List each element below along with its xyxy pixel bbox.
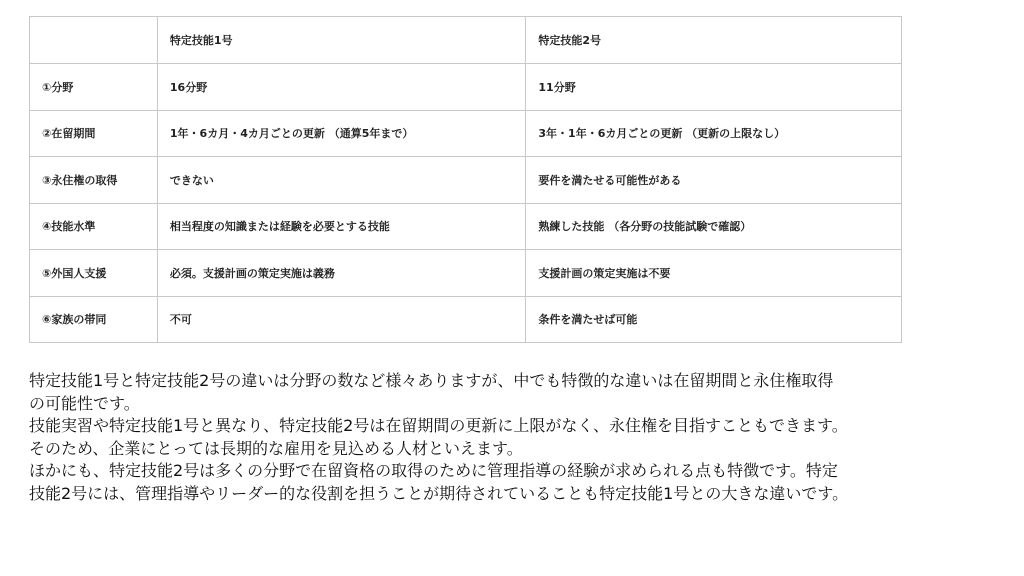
cell-tokutei-2: 11分野 xyxy=(526,64,902,111)
table-row xyxy=(30,110,902,157)
cell-tokutei-2: 条件を満たせば可能 xyxy=(526,296,902,343)
table-row xyxy=(30,64,902,111)
cell-tokutei-1: 1年・6カ月・4カ月ごとの更新 （通算5年まで） xyxy=(157,110,525,157)
row-label: ②在留期間 xyxy=(30,110,158,157)
cell-tokutei-2: 支援計画の策定実施は不要 xyxy=(526,250,902,297)
table-header-row xyxy=(30,17,902,64)
cell-tokutei-1: 必須。支援計画の策定実施は義務 xyxy=(157,250,525,297)
column-header-tokutei-1: 特定技能1号 xyxy=(157,17,525,64)
cell-tokutei-2: 3年・1年・6カ月ごとの更新 （更新の上限なし） xyxy=(526,110,902,157)
cell-tokutei-2: 熟練した技能 （各分野の技能試験で確認） xyxy=(526,203,902,250)
paragraph-line: 特定技能1号と特定技能2号の違いは分野の数など様々ありますが、中でも特徴的な違いは在留期間と永住権取得 xyxy=(29,371,834,390)
comparison-table xyxy=(29,16,902,343)
row-label: ④技能水準 xyxy=(30,203,158,250)
paragraph-line: そのため、企業にとっては長期的な雇用を見込める人材といえます。 xyxy=(29,438,523,458)
table-row xyxy=(30,157,902,204)
cell-tokutei-1: 16分野 xyxy=(157,64,525,111)
table-row xyxy=(30,296,902,343)
paragraph-line: ほかにも、特定技能2号は多くの分野で在留資格の取得のために管理指導の経験が求められる点も特徴です。特定 xyxy=(29,461,838,480)
row-label: ⑥家族の帯同 xyxy=(30,296,158,343)
paragraph-line: 技能実習や特定技能1号と異なり、特定技能2号は在留期間の更新に上限がなく、永住権を目指すこともできます。 xyxy=(29,416,848,435)
explanation-paragraph xyxy=(29,370,1014,505)
table-corner-cell xyxy=(30,17,158,64)
row-label: ⑤外国人支援 xyxy=(30,250,158,297)
cell-tokutei-1: できない xyxy=(157,157,525,204)
paragraph-line: の可能性です。 xyxy=(29,393,140,413)
cell-tokutei-1: 相当程度の知識または経験を必要とする技能 xyxy=(157,203,525,250)
table-row xyxy=(30,203,902,250)
table-row xyxy=(30,250,902,297)
cell-tokutei-2: 要件を満たせる可能性がある xyxy=(526,157,902,204)
row-label: ①分野 xyxy=(30,64,158,111)
row-label: ③永住権の取得 xyxy=(30,157,158,204)
cell-tokutei-1: 不可 xyxy=(157,296,525,343)
column-header-tokutei-2: 特定技能2号 xyxy=(526,17,902,64)
paragraph-line: 技能2号には、管理指導やリーダー的な役割を担うことが期待されていることも特定技能1号との大きな違いです。 xyxy=(29,483,849,503)
